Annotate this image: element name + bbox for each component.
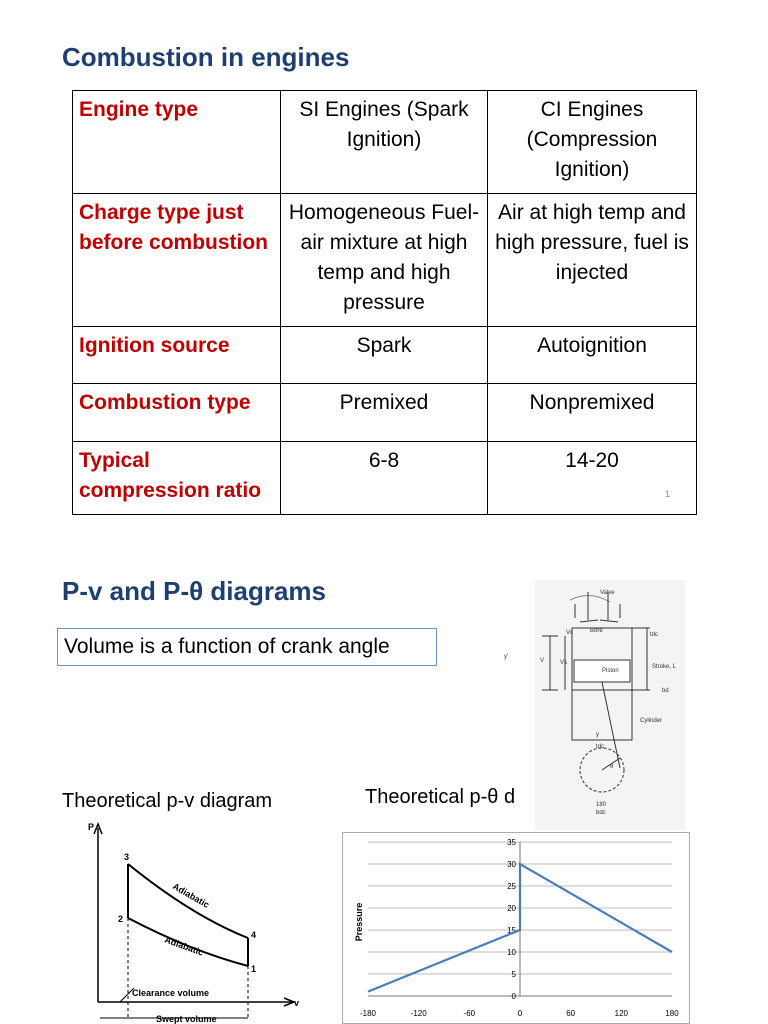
y-axis-title: Pressure [354,902,364,942]
swept-volume-label: Swept volume [156,1014,217,1024]
bdc-label: bd [662,688,669,694]
valve-label: Valve [600,590,615,596]
slide-title: P-v and P-θ diagrams [62,576,327,606]
adiabatic-lower-label: Adiabatic [163,934,205,958]
si-cell: Premixed [281,384,488,442]
clearance-volume-label: Clearance volume [132,988,210,998]
vc-label: Vc [566,630,574,636]
x-tick-label: -120 [410,1009,427,1018]
callout-box: Volume is a function of crank angle [57,628,437,666]
point-3-label: 3 [124,852,130,862]
table-row [73,91,697,194]
row-header: Charge type just before combustion [73,194,281,327]
si-cell: Homogeneous Fuel-air mixture at high temp and high pressure [281,194,488,327]
adiabatic-upper-label: Adiabatic [171,881,212,910]
row-header: Engine type [73,91,281,194]
row-header: Ignition source [73,327,281,384]
table-row [73,327,697,384]
ptheta-diagram-label: Theoretical p-θ d [365,786,516,808]
point-4-label: 4 [251,930,257,940]
ci-cell: Air at high temp and high pressure, fuel is injected [488,194,697,327]
ci-cell: Autoignition [488,327,697,384]
x-tick-label: -60 [463,1009,476,1018]
piston-label: Piston [602,668,619,674]
point-1-label: 1 [251,964,257,974]
v-axis-label: v [294,998,300,1008]
y-tick-label: 5 [511,970,516,979]
pv-diagram-label: Theoretical p-v diagram [62,790,273,812]
row-header: Typical compression ratio [73,442,281,515]
x-tick-label: 60 [566,1009,576,1018]
stroke-label: Stroke, L [652,664,677,670]
table-row [73,384,697,442]
y-tick-label: 20 [507,904,516,913]
si-cell: 6-8 [281,442,488,515]
ci-cell: CI Engines (Compression Ignition) [488,91,697,194]
pv-diagram [80,818,320,1024]
cylinder-label: Cylinder [640,718,663,724]
y-label: y [596,732,599,738]
x-tick-label: 180 [665,1009,679,1018]
ptheta-chart [342,832,690,1024]
y-tick-label: 10 [507,948,516,957]
comparison-table [72,90,697,515]
bore-label: Bore [590,628,603,634]
v-label: V [540,658,545,664]
deg180-label: 180 [596,802,607,808]
x-tick-label: 0 [517,1009,523,1018]
y-prime-label: y' [504,654,509,660]
x-tick-label: -180 [359,1009,377,1018]
table-row [73,442,697,515]
page-number: 1 [665,489,671,499]
vs-label: Vs [560,660,568,666]
table-row [73,194,697,327]
slide-title: Combustion in engines [62,42,350,72]
y-tick-label: 35 [507,838,516,847]
si-cell: Spark [281,327,488,384]
y-tick-label: 25 [507,882,516,891]
tdc2-label: tdc [596,744,605,750]
ci-cell: Nonpremixed [488,384,697,442]
y-tick-label: 15 [507,926,516,935]
y-tick-label: 30 [507,860,516,869]
ci-cell: 14-20 [488,442,697,515]
row-header: Combustion type [73,384,281,442]
tdc-label: tdc [650,632,659,638]
p-axis-label: P [88,822,95,832]
theta-label: θ [610,764,614,770]
bdc2-label: bdc [596,810,606,816]
si-cell: SI Engines (Spark Ignition) [281,91,488,194]
y-tick-label: 0 [511,992,516,1001]
point-2-label: 2 [118,914,124,924]
engine-cylinder-figure [490,580,690,830]
x-tick-label: 120 [614,1009,629,1018]
